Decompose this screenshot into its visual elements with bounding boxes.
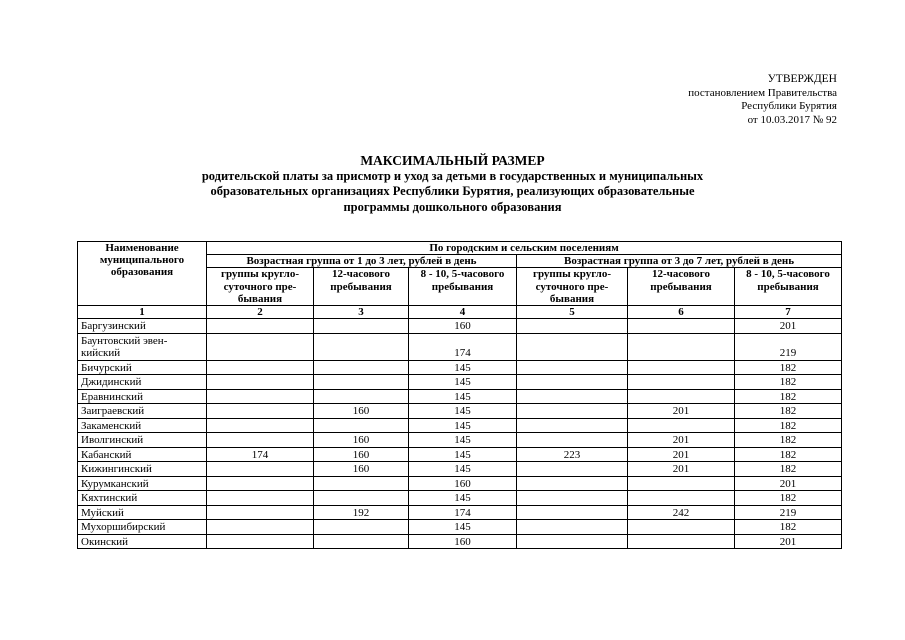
fee-cell [207,404,314,419]
municipality-name: Муйский [78,505,207,520]
table-row [78,404,842,419]
fee-cell: 201 [628,404,735,419]
municipality-name: Иволгинский [78,433,207,448]
fee-cell: 182 [735,375,842,390]
fee-cell [207,505,314,520]
fee-cell [628,418,735,433]
municipality-name: Еравнинский [78,389,207,404]
fee-cell: 145 [409,462,517,477]
fee-cell [207,433,314,448]
fee-cell: 182 [735,433,842,448]
municipality-name: Кяхтинский [78,491,207,506]
table-row [78,333,842,360]
fee-cell: 160 [314,447,409,462]
fee-cell: 145 [409,404,517,419]
fee-cell [314,389,409,404]
fee-cell [628,333,735,360]
municipality-name: Закаменский [78,418,207,433]
fee-cell: 160 [409,476,517,491]
table-row [78,418,842,433]
table-row [78,389,842,404]
fee-cell: 145 [409,418,517,433]
header-age-3-7: Возрастная группа от 3 до 7 лет, рублей в день [517,255,842,268]
header-all-settlements: По городским и сельским поселениям [207,242,842,255]
fee-cell: 182 [735,389,842,404]
column-index: 7 [735,306,842,319]
fee-cell [517,505,628,520]
fee-cell [628,491,735,506]
fee-cell [207,375,314,390]
municipality-name: Баунтовский эвен-кийский [78,333,207,360]
fee-cell [207,462,314,477]
fee-cell: 174 [409,505,517,520]
fee-cell [207,491,314,506]
municipality-name: Курумканский [78,476,207,491]
column-index: 5 [517,306,628,319]
table-row [78,462,842,477]
fee-cell [314,319,409,334]
fee-cell [314,520,409,535]
table-row [78,375,842,390]
fee-cell [207,360,314,375]
fee-cell: 182 [735,404,842,419]
fee-cell: 145 [409,433,517,448]
fee-cell: 219 [735,333,842,360]
table-row [78,360,842,375]
fees-table [77,241,842,549]
fee-cell: 242 [628,505,735,520]
fee-cell: 182 [735,520,842,535]
column-index: 6 [628,306,735,319]
fee-cell [628,389,735,404]
fee-cell [517,404,628,419]
fee-cell [314,360,409,375]
fee-cell: 145 [409,360,517,375]
fee-cell: 160 [314,404,409,419]
fee-cell [517,491,628,506]
table-row [78,447,842,462]
municipality-name: Кижингинский [78,462,207,477]
fee-cell [314,418,409,433]
fee-cell [207,534,314,549]
fee-cell [628,476,735,491]
fee-cell: 223 [517,447,628,462]
header-12h-3-7: 12-часового пребывания [628,268,735,306]
fee-cell [207,389,314,404]
column-index: 4 [409,306,517,319]
fee-cell [207,476,314,491]
fee-cell: 174 [207,447,314,462]
fee-cell [314,476,409,491]
fee-cell: 182 [735,491,842,506]
table-row [78,520,842,535]
document-title: МАКСИМАЛЬНЫЙ РАЗМЕР [360,153,545,168]
fee-cell: 192 [314,505,409,520]
approval-line-3: от 10.03.2017 № 92 [747,113,837,126]
fee-cell [517,462,628,477]
fee-cell [207,319,314,334]
fee-cell [517,476,628,491]
fee-cell: 145 [409,520,517,535]
fee-cell: 160 [314,462,409,477]
fee-cell [517,389,628,404]
fee-cell: 160 [409,319,517,334]
fee-cell [517,333,628,360]
header-age-1-3: Возрастная группа от 1 до 3 лет, рублей в день [207,255,517,268]
table-row [78,433,842,448]
municipality-name: Заиграевский [78,404,207,419]
table-row [78,491,842,506]
header-municipality: Наименование муниципального образования [78,242,207,306]
fee-cell: 201 [735,476,842,491]
fee-cell [628,375,735,390]
approval-line-2: Республики Бурятия [741,100,837,112]
fee-cell [517,319,628,334]
municipality-name: Джидинский [78,375,207,390]
fee-cell [628,360,735,375]
fee-cell [314,375,409,390]
fee-cell: 160 [314,433,409,448]
fee-cell [628,319,735,334]
fee-cell: 182 [735,360,842,375]
header-8-10h-3-7: 8 - 10, 5-часового пребывания [735,268,842,306]
approval-stamp [688,73,837,127]
municipality-name: Баргузинский [78,319,207,334]
fee-cell: 182 [735,447,842,462]
table-row [78,534,842,549]
column-index: 1 [78,306,207,319]
fee-cell [517,375,628,390]
header-round-the-clock-3-7: группы кругло-суточного пре-бывания [517,268,628,306]
column-index: 2 [207,306,314,319]
municipality-name: Окинский [78,534,207,549]
fee-cell [207,520,314,535]
municipality-name: Бичурский [78,360,207,375]
fee-cell [314,491,409,506]
document-subtitle-line-3: программы дошкольного образования [343,199,562,214]
fee-cell: 145 [409,389,517,404]
fee-cell: 182 [735,418,842,433]
fee-cell [628,534,735,549]
fee-cell: 174 [409,333,517,360]
fee-cell: 201 [628,447,735,462]
municipality-name: Мухоршибирский [78,520,207,535]
fee-cell [628,520,735,535]
fee-cell: 201 [735,319,842,334]
fee-cell [517,520,628,535]
fee-cell: 201 [735,534,842,549]
fee-cell: 182 [735,462,842,477]
fee-cell: 145 [409,375,517,390]
fee-cell [207,333,314,360]
document-subtitle-line-2: образовательных организациях Республики Бурятия, реализующих образовательные [210,184,695,199]
fee-cell: 219 [735,505,842,520]
header-8-10h-1-3: 8 - 10, 5-часового пребывания [409,268,517,306]
document-heading [0,153,905,215]
header-12h-1-3: 12-часового пребывания [314,268,409,306]
fee-cell [517,418,628,433]
municipality-name: Кабанский [78,447,207,462]
fee-cell [314,333,409,360]
approval-line-1: постановлением Правительства [688,86,837,99]
table-row [78,476,842,491]
fee-cell: 160 [409,534,517,549]
fee-cell: 145 [409,447,517,462]
fee-cell [517,433,628,448]
fee-cell: 201 [628,462,735,477]
header-round-the-clock-1-3: группы кругло-суточного пре-бывания [207,268,314,306]
fee-cell: 145 [409,491,517,506]
column-index: 3 [314,306,409,319]
approval-title: УТВЕРЖДЕН [767,73,837,85]
table-row [78,505,842,520]
fee-cell: 201 [628,433,735,448]
fee-cell [314,534,409,549]
fee-cell [517,360,628,375]
fee-cell [207,418,314,433]
fee-cell [517,534,628,549]
table-row [78,319,842,334]
document-subtitle-line-1: родительской платы за присмотр и уход за детьми в государственных и муниципальных [201,168,704,183]
